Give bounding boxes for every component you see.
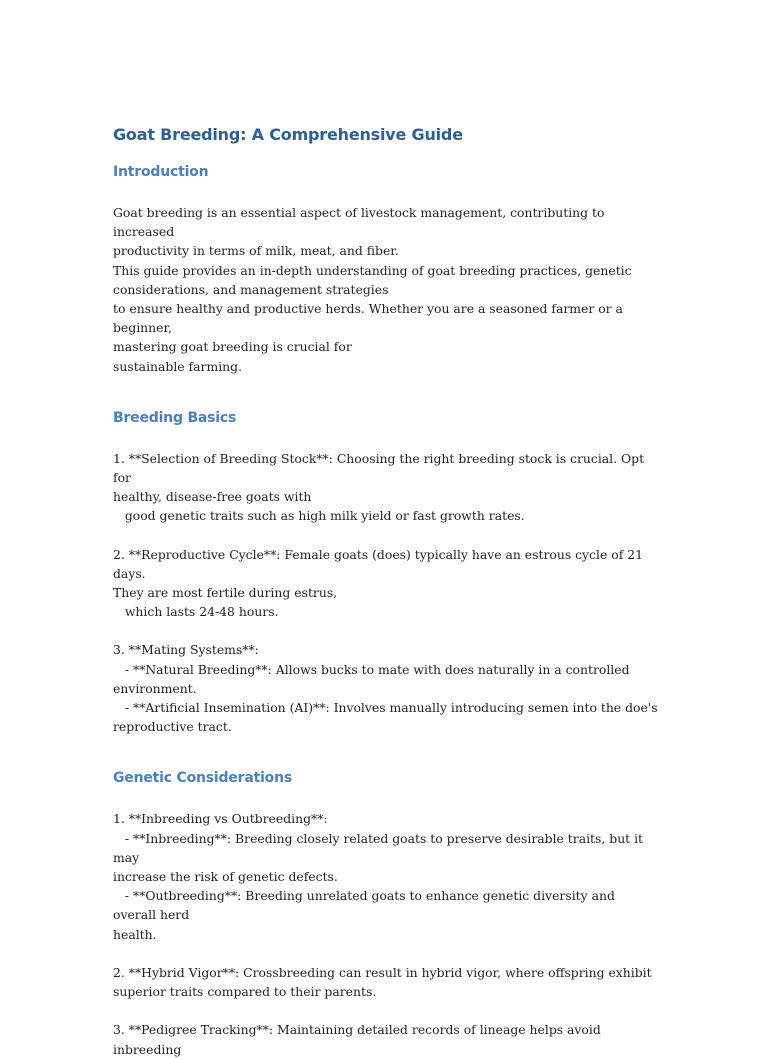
document-title: Goat Breeding: A Comprehensive Guide	[113, 125, 463, 144]
genetic-hybrid-paragraph: 2. **Hybrid Vigor**: Crossbreeding can result in hybrid vigor, where offspring exhibit superior traits compared to their parents.	[113, 964, 652, 1000]
genetic-inbreeding-paragraph: 1. **Inbreeding vs Outbreeding**: - **Inbreeding**: Breeding closely related goats to preserve desirable traits, but it may increase the risk of genetic defects. - **Outbreeding**: Breeding unrelated goats to enhance genetic diversity and overall herd health.	[113, 811, 644, 942]
breeding-cycle-paragraph: 2. **Reproductive Cycle**: Female goats (does) typically have an estrous cycle of 21 days. They are most fertile during estrus, which lasts 24-48 hours.	[113, 546, 643, 620]
document-body	[113, 124, 658, 1059]
section-heading-breeding-basics: Breeding Basics	[113, 409, 237, 426]
section-heading-genetic-considerations: Genetic Considerations	[113, 770, 292, 787]
breeding-mating-paragraph: 3. **Mating Systems**: - **Natural Breeding**: Allows bucks to mate with does naturally in a controlled environment. - **Artificial Insemination (AI)**: Involves manually introducing semen into the doe's reproductive tract.	[113, 642, 658, 735]
intro-paragraph: Goat breeding is an essential aspect of livestock management, contributing to increased productivity in terms of milk, meat, and fiber. This guide provides an in-depth understanding of goat breeding practices, genetic considerations, and management strategies to ensure healthy and productive herds. Whether you are a seasoned farmer or a beginner, mastering goat breeding is crucial for sustainable farming.	[113, 205, 632, 374]
section-heading-introduction: Introduction	[113, 164, 209, 180]
breeding-selection-paragraph: 1. **Selection of Breeding Stock**: Choosing the right breeding stock is crucial. Opt for healthy, disease-free goats with good genetic traits such as high milk yield or fast growth rates.	[113, 450, 645, 524]
genetic-pedigree-paragraph: 3. **Pedigree Tracking**: Maintaining detailed records of lineage helps avoid inbreeding	[113, 1022, 605, 1057]
